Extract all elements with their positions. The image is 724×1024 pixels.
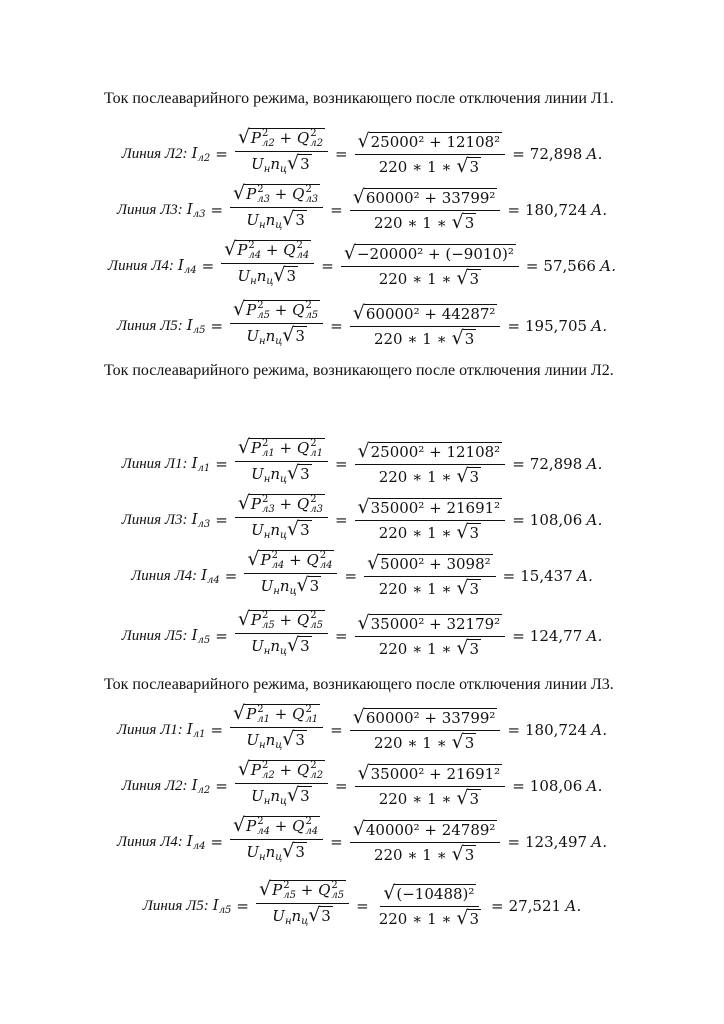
numerator-value: 40000² + 24789² [365, 820, 496, 839]
symbolic-fraction: √ P 2 л2 + Q 2 л2 $U_нn_ц$ √ 3 [235, 760, 328, 812]
equals-sign: = [330, 721, 343, 739]
equals-sign: = [334, 145, 348, 163]
line-label: Линия Л1: [116, 721, 183, 738]
denominator-value: 220 ∗ 1 ∗ [378, 789, 457, 808]
equals-sign: = [334, 627, 348, 645]
symbolic-fraction: √ P 2 л3 + Q 2 л3 $U_нn_ц$ √ 3 [235, 494, 328, 546]
line-label: Линия Л4: [107, 257, 174, 274]
unit-label: А. [586, 627, 603, 645]
numeric-fraction: √ 60000² + 44287² 220 ∗ 1 ∗ √ 3 [350, 304, 501, 349]
equals-sign: = [507, 317, 521, 335]
current-symbol: $I_{л1}$ [191, 454, 211, 474]
equals-sign: = [356, 897, 369, 915]
equation-row [0, 180, 724, 240]
numeric-fraction: √ −20000² + (−9010)² 220 ∗ 1 ∗ √ 3 [341, 244, 519, 289]
equals-sign: = [330, 201, 343, 219]
equation-row [0, 812, 724, 872]
current-symbol: $I_{л4}$ [201, 566, 220, 586]
line-label: Линия Л5: [121, 627, 188, 644]
numeric-fraction: √ 25000² + 12108² 220 ∗ 1 ∗ √ 3 [355, 442, 506, 487]
equals-sign: = [210, 201, 224, 219]
current-symbol: $I_{л2}$ [191, 144, 211, 164]
numeric-fraction: √ 40000² + 24789² 220 ∗ 1 ∗ √ 3 [350, 820, 501, 865]
equation-row [0, 124, 724, 184]
equation-row [0, 296, 724, 356]
result-value: 57,566 [543, 257, 596, 275]
result-value: 180,724 [525, 721, 588, 739]
equals-sign: = [334, 455, 348, 473]
symbolic-fraction: √ P 2 л4 + Q 2 л4 $U_нn_ц$ √ 3 [244, 550, 337, 602]
current-symbol: $I_{л5}$ [191, 626, 211, 646]
equals-sign: = [512, 777, 525, 795]
numeric-fraction: √ 25000² + 12108² 220 ∗ 1 ∗ √ 3 [355, 132, 506, 177]
numerator-value: (−10488)² [396, 884, 475, 903]
denominator-value: 220 ∗ 1 ∗ [378, 523, 457, 542]
equals-sign: = [507, 721, 521, 739]
numerator-value: 35000² + 21691² [370, 498, 501, 517]
result-value: 123,497 [525, 833, 588, 851]
equals-sign: = [330, 833, 343, 851]
current-symbol: $I_{л4}$ [177, 256, 197, 276]
symbolic-fraction: √ P 2 л1 + Q 2 л1 $U_нn_ц$ √ 3 [230, 704, 323, 756]
equals-sign: = [491, 897, 504, 915]
denominator-value: 220 ∗ 1 ∗ [378, 639, 457, 658]
equals-sign: = [201, 257, 215, 275]
numerator-value: 25000² + 12108² [370, 132, 501, 151]
equals-sign: = [210, 317, 224, 335]
equals-sign: = [512, 145, 525, 163]
denominator-value: 220 ∗ 1 ∗ [373, 329, 452, 348]
numeric-fraction: √ 60000² + 33799² 220 ∗ 1 ∗ √ 3 [350, 188, 501, 233]
denominator-value: 220 ∗ 1 ∗ [378, 467, 457, 486]
equals-sign: = [215, 511, 228, 529]
unit-label: А. [576, 567, 593, 585]
current-symbol: $I_{л2}$ [191, 776, 211, 796]
result-value: 27,521 [508, 897, 562, 915]
equation-row [0, 490, 724, 550]
equation-row [0, 434, 724, 494]
current-symbol: $I_{л1}$ [186, 720, 206, 740]
unit-label: А. [591, 317, 608, 335]
numeric-fraction: √ 60000² + 33799² 220 ∗ 1 ∗ √ 3 [350, 708, 501, 753]
equals-sign: = [512, 455, 525, 473]
line-label: Линия Л4: [116, 833, 183, 850]
numeric-fraction: √ 35000² + 32179² 220 ∗ 1 ∗ √ 3 [355, 614, 506, 659]
numeric-fraction: √ 35000² + 21691² 220 ∗ 1 ∗ √ 3 [355, 764, 506, 809]
symbolic-fraction: √ P 2 л2 + Q 2 л2 $U_нn_ц$ √ 3 [235, 128, 328, 180]
equation-row [0, 756, 724, 816]
line-label: Линия Л2: [121, 145, 188, 162]
equals-sign: = [507, 833, 521, 851]
result-value: 180,724 [525, 201, 588, 219]
equals-sign: = [215, 627, 228, 645]
equals-sign: = [215, 455, 228, 473]
equals-sign: = [215, 145, 228, 163]
denominator-value: 220 ∗ 1 ∗ [373, 213, 452, 232]
equation-row [0, 700, 724, 760]
denominator-value: 220 ∗ 1 ∗ [373, 733, 452, 752]
unit-label: А. [591, 833, 608, 851]
line-label: Линия Л3: [116, 201, 183, 218]
numerator-value: 35000² + 32179² [370, 614, 501, 633]
result-value: 195,705 [525, 317, 588, 335]
numeric-fraction: √ (−10488)² 220 ∗ 1 ∗ √ 3 [378, 881, 479, 929]
section-heading: Ток послеаварийного режима, возникающего после отключения линии Л1. [104, 90, 614, 107]
numerator-value: 60000² + 44287² [365, 304, 496, 323]
denominator-value: 220 ∗ 1 ∗ [378, 579, 457, 598]
numerator-value: −20000² + (−9010)² [356, 244, 514, 263]
line-label: Линия Л5: [116, 317, 183, 334]
numeric-fraction: √ 35000² + 21691² 220 ∗ 1 ∗ √ 3 [355, 498, 506, 543]
line-label: Линия Л4: [131, 567, 198, 584]
line-label: Линия Л1: [121, 455, 188, 472]
line-label: Линия Л2: [121, 777, 188, 794]
line-label: Линия Л5: [142, 897, 209, 914]
equals-sign: = [210, 721, 224, 739]
current-symbol: $I_{л4}$ [186, 832, 206, 852]
unit-label: А. [591, 721, 608, 739]
unit-label: А. [586, 511, 603, 529]
unit-label: А. [586, 145, 603, 163]
current-symbol: $I_{л5}$ [186, 316, 206, 336]
unit-label: А. [586, 455, 603, 473]
equation-row [0, 876, 724, 936]
numerator-value: 60000² + 33799² [365, 708, 496, 727]
symbolic-fraction: √ P 2 л5 + Q 2 л5 $U_нn_ц$ √ 3 [256, 880, 349, 932]
symbolic-fraction: √ P 2 л5 + Q 2 л5 $U_нn_ц$ √ 3 [235, 610, 328, 662]
symbolic-fraction: √ P 2 л1 + Q 2 л1 $U_нn_ц$ √ 3 [235, 438, 328, 490]
symbolic-fraction: √ P 2 л3 + Q 2 л3 $U_нn_ц$ √ 3 [230, 184, 323, 236]
equation-row [0, 236, 724, 296]
symbolic-fraction: √ P 2 л4 + Q 2 л4 $U_нn_ц$ √ 3 [221, 240, 314, 292]
equals-sign: = [236, 897, 249, 915]
numeric-fraction: √ 5000² + 3098² 220 ∗ 1 ∗ √ 3 [364, 554, 496, 599]
section-heading: Ток послеаварийного режима, возникающего после отключения линии Л3. [104, 676, 614, 693]
unit-label: А. [591, 201, 608, 219]
equation-row [0, 606, 724, 666]
numerator-value: 35000² + 21691² [370, 764, 501, 783]
equals-sign: = [502, 567, 516, 585]
equals-sign: = [512, 627, 525, 645]
denominator-value: 220 ∗ 1 ∗ [378, 157, 457, 176]
numerator-value: 60000² + 33799² [365, 188, 496, 207]
numerator-value: 5000² + 3098² [380, 554, 491, 573]
result-value: 72,898 [529, 455, 583, 473]
equals-sign: = [525, 257, 539, 275]
equals-sign: = [321, 257, 334, 275]
result-value: 108,06 [529, 511, 583, 529]
result-value: 15,437 [520, 567, 573, 585]
current-symbol: $I_{л3}$ [186, 200, 206, 220]
equals-sign: = [210, 833, 224, 851]
equals-sign: = [330, 317, 343, 335]
line-label: Линия Л3: [121, 511, 188, 528]
equals-sign: = [512, 511, 525, 529]
equals-sign: = [224, 567, 238, 585]
current-symbol: $I_{л3}$ [191, 510, 211, 530]
numerator-value: 25000² + 12108² [370, 442, 501, 461]
denominator-value: 220 ∗ 1 ∗ [378, 269, 457, 288]
section-heading: Ток послеаварийного режима, возникающего после отключения линии Л2. [104, 362, 614, 379]
unit-label: А. [565, 897, 582, 915]
result-value: 124,77 [529, 627, 583, 645]
equation-row [0, 546, 724, 606]
result-value: 72,898 [529, 145, 583, 163]
equals-sign: = [215, 777, 228, 795]
equals-sign: = [507, 201, 521, 219]
unit-label: А. [586, 777, 603, 795]
symbolic-fraction: √ P 2 л4 + Q 2 л4 $U_нn_ц$ √ 3 [230, 816, 323, 868]
denominator-value: 220 ∗ 1 ∗ [378, 909, 457, 928]
result-value: 108,06 [529, 777, 583, 795]
current-symbol: $I_{л5}$ [212, 896, 232, 916]
equals-sign: = [344, 567, 358, 585]
equals-sign: = [334, 777, 348, 795]
symbolic-fraction: √ P 2 л5 + Q 2 л5 $U_нn_ц$ √ 3 [230, 300, 323, 352]
denominator-value: 220 ∗ 1 ∗ [373, 845, 452, 864]
equals-sign: = [334, 511, 348, 529]
unit-label: А. [599, 257, 617, 275]
